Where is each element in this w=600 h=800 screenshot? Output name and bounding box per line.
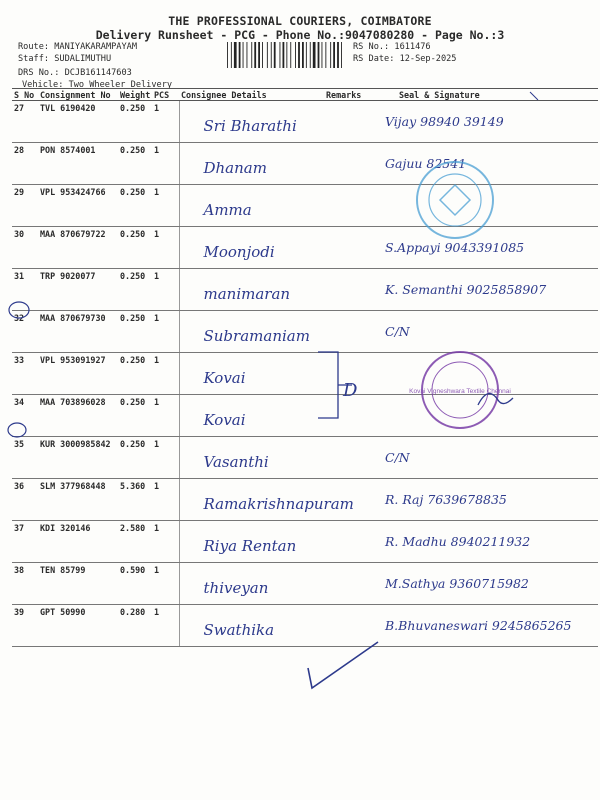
row-remarks (324, 185, 371, 227)
route-text: Route: MANIYAKARAMPAYAM (18, 42, 137, 52)
row-consignee (179, 479, 354, 521)
row-remarks (324, 227, 371, 269)
row-consignment: KUR 3000985842 (38, 437, 118, 479)
table-row (12, 227, 598, 269)
runsheet-table (12, 88, 598, 647)
col-consignee: Consignee Details (179, 89, 324, 101)
row-consignee-text: Ramakrishnapuram (203, 494, 354, 513)
row-consignment: MAA 870679730 (38, 311, 118, 353)
row-signature (371, 437, 598, 479)
row-weight: 0.250 (118, 101, 152, 143)
row-sno: 38 (12, 563, 38, 605)
row-signature-text: M.Sathya 9360715982 (385, 576, 529, 591)
table-row (12, 185, 598, 227)
row-consignee (179, 605, 324, 647)
row-consignee (179, 353, 324, 395)
row-consignee-text: Riya Rentan (203, 536, 297, 555)
table-row (12, 521, 598, 563)
col-seal: Seal & Signature (371, 89, 598, 101)
row-consignee-text: Moonjodi (203, 242, 275, 261)
row-consignee (179, 227, 324, 269)
row-signature (371, 479, 598, 521)
row-signature (371, 395, 598, 437)
row-consignment: TEN 85799 (38, 563, 118, 605)
stamp2-text: Kovai Vigneshwara Textile Chennai (409, 388, 511, 395)
row-weight: 0.250 (118, 395, 152, 437)
row-consignee-text: Kovai (203, 368, 246, 387)
row-consignment: MAA 870679722 (38, 227, 118, 269)
row-remarks (324, 605, 371, 647)
row-consignment: SLM 377968448 (38, 479, 118, 521)
row-consignee (179, 311, 324, 353)
row-signature (371, 143, 598, 185)
row-sno: 37 (12, 521, 38, 563)
row-pcs: 1 (152, 143, 179, 185)
row-sno: 32 (12, 311, 38, 353)
row-consignment: TVL 6190420 (38, 101, 118, 143)
row-signature-text: R. Madhu 8940211932 (385, 534, 531, 549)
row-weight: 0.250 (118, 311, 152, 353)
row-pcs: 1 (152, 101, 179, 143)
table-row (12, 479, 598, 521)
row-consignee (179, 143, 324, 185)
barcode (227, 42, 347, 68)
row-pcs: 1 (152, 479, 179, 521)
rs-no-text: RS No.: 1611476 (353, 42, 431, 52)
row-sno: 36 (12, 479, 38, 521)
row-consignee (179, 395, 324, 437)
col-weight: Weight (120, 89, 151, 100)
row-weight: 0.280 (118, 605, 152, 647)
row-weight: 5.360 (118, 479, 152, 521)
row-remarks (324, 353, 371, 395)
row-signature-text: K. Semanthi 9025858907 (385, 282, 547, 297)
row-consignee-text: manimaran (203, 284, 291, 303)
row-consignment: VPL 953091927 (38, 353, 118, 395)
row-consignment: GPT 50990 (38, 605, 118, 647)
meta-right (353, 41, 456, 65)
row-signature (371, 521, 598, 563)
row-signature (371, 101, 598, 143)
row-signature (371, 185, 598, 227)
table-row (12, 605, 598, 647)
col-pcs: PCS (152, 89, 179, 101)
row-sno: 34 (12, 395, 38, 437)
row-pcs: 1 (152, 311, 179, 353)
row-sno: 28 (12, 143, 38, 185)
row-consignee-text: Kovai (203, 410, 246, 429)
row-consignee-text: Vasanthi (203, 452, 269, 471)
row-remarks (324, 269, 371, 311)
row-remarks (324, 143, 371, 185)
row-consignee-text: thiveyan (203, 578, 269, 597)
row-signature (371, 563, 598, 605)
company-name: THE PROFESSIONAL COURIERS, COIMBATORE (168, 14, 432, 28)
table-row (12, 437, 598, 479)
row-sno: 31 (12, 269, 38, 311)
row-consignee-text: Swathika (203, 620, 275, 639)
row-weight: 2.580 (118, 521, 152, 563)
row-weight: 0.250 (118, 227, 152, 269)
drs-text: DRS No.: DCJB161147603 (18, 68, 132, 78)
row-consignment: KDI 320146 (38, 521, 118, 563)
row-signature (371, 269, 598, 311)
row-pcs: 1 (152, 563, 179, 605)
table-row (12, 353, 598, 395)
table-row (12, 395, 598, 437)
row-signature-text: S.Appayi 9043391085 (385, 240, 525, 255)
row-sno: 35 (12, 437, 38, 479)
row-sno: 39 (12, 605, 38, 647)
runsheet-subtitle: Delivery Runsheet - PCG - Phone No.:9047080280 - Page No.:3 (95, 28, 505, 42)
row-weight: 0.250 (118, 269, 152, 311)
row-consignee (179, 185, 324, 227)
row-signature (371, 353, 598, 395)
table-row (12, 311, 598, 353)
row-signature-text: B.Bhuvaneswari 9245865265 (385, 618, 572, 633)
row-consignment: VPL 953424766 (38, 185, 118, 227)
row-pcs: 1 (152, 185, 179, 227)
table-row (12, 269, 598, 311)
row-remarks (324, 101, 371, 143)
row-consignment: TRP 9020077 (38, 269, 118, 311)
row-remarks (324, 437, 371, 479)
row-weight: 0.250 (118, 437, 152, 479)
row-pcs: 1 (152, 353, 179, 395)
row-signature-text: Gajuu 82541 (385, 156, 467, 171)
row-signature-text: C/N (385, 324, 410, 339)
row-sno: 33 (12, 353, 38, 395)
table-row (12, 563, 598, 605)
row-consignee-text: Subramaniam (203, 326, 310, 345)
row-sno: 29 (12, 185, 38, 227)
bottom-tick-mark (308, 642, 378, 688)
row-signature (371, 605, 598, 647)
row-remarks (324, 311, 371, 353)
row-consignment: MAA 703896028 (38, 395, 118, 437)
row-sno: 27 (12, 101, 38, 143)
table-row (12, 143, 598, 185)
row-pcs: 1 (152, 269, 179, 311)
row-pcs: 1 (152, 605, 179, 647)
row-consignee (179, 563, 324, 605)
staff-text: Staff: SUDALIMUTHU (18, 54, 112, 64)
col-sno: S No (12, 89, 38, 101)
meta-left (18, 41, 172, 91)
vehicle-text: Vehicle: Two Wheeler Delivery (22, 80, 173, 90)
table-row (12, 101, 598, 143)
row-consignment: PON 8574001 (38, 143, 118, 185)
row-weight: 0.590 (118, 563, 152, 605)
row-consignee (179, 521, 324, 563)
rs-date-text: RS Date: 12-Sep-2025 (353, 54, 457, 64)
row-pcs: 1 (152, 521, 179, 563)
row-consignee (179, 437, 324, 479)
table-header-row (12, 89, 598, 101)
row-consignee-text: Sri Bharathi (203, 116, 297, 135)
row-pcs: 1 (152, 395, 179, 437)
row-pcs: 1 (152, 437, 179, 479)
row-pcs: 1 (152, 227, 179, 269)
row-consignee-text: Amma (203, 200, 252, 219)
row-remarks (324, 563, 371, 605)
row-signature (371, 227, 598, 269)
row-remarks (324, 521, 371, 563)
row-sno: 30 (12, 227, 38, 269)
col-consignment: Consignment No (38, 89, 118, 101)
row-remarks (324, 395, 371, 437)
bracket-initial: D (343, 380, 358, 401)
row-consignee-text: Dhanam (203, 158, 267, 177)
row-weight: 0.250 (118, 185, 152, 227)
row-signature-text: Vijay 98940 39149 (385, 114, 504, 129)
row-weight: 0.250 (118, 353, 152, 395)
col-remarks: Remarks (324, 89, 371, 101)
row-consignee (179, 101, 324, 143)
row-signature-text: R. Raj 7639678835 (385, 492, 507, 507)
row-signature (371, 311, 598, 353)
row-consignee (179, 269, 324, 311)
row-weight: 0.250 (118, 143, 152, 185)
row-signature-text: C/N (385, 450, 410, 465)
